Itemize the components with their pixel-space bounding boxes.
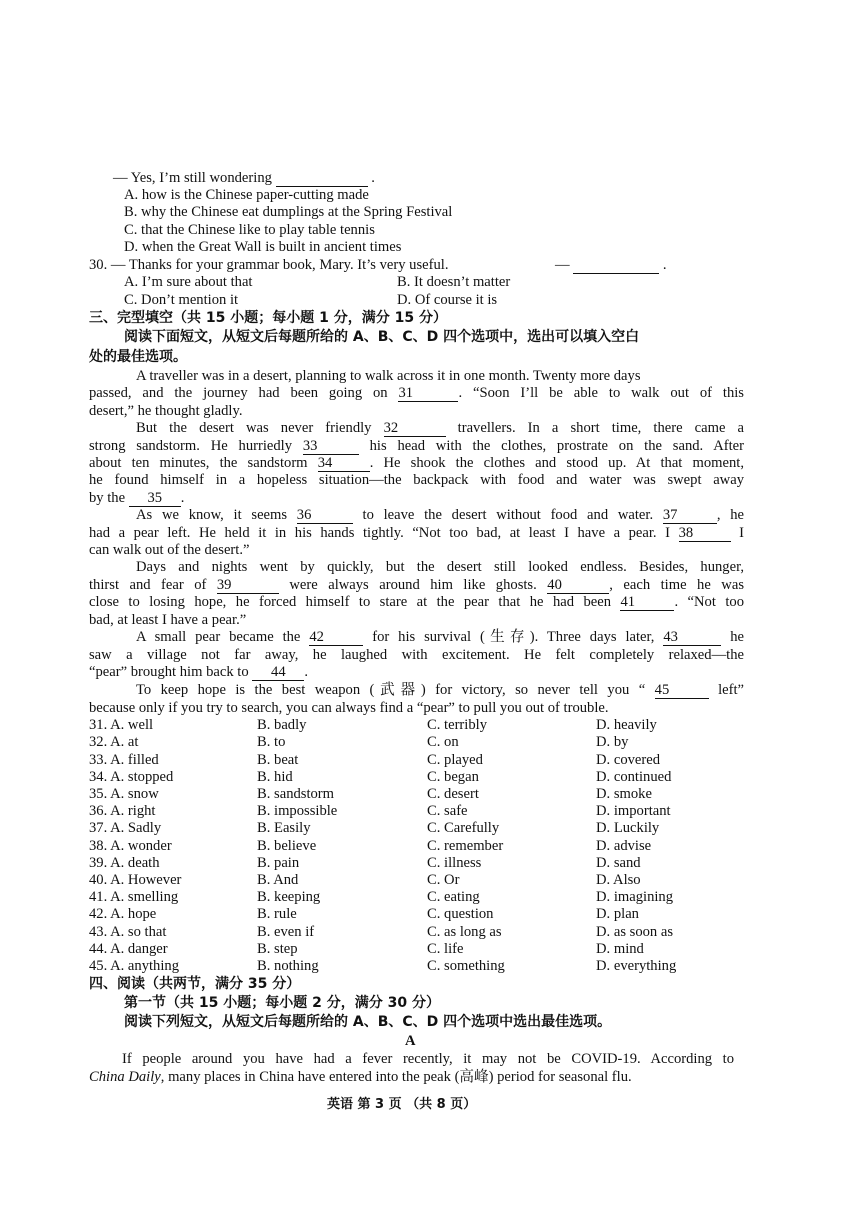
q30-reply: — . xyxy=(555,257,667,273)
choice-32-c: C. on xyxy=(427,734,459,750)
choice-39-a: 39. A. death xyxy=(89,855,160,871)
cloze-blank-31: 31 xyxy=(398,386,458,402)
choice-42-c: C. question xyxy=(427,906,494,922)
choice-38-d: D. advise xyxy=(596,838,652,854)
section-3-instruction-cont: 处的最佳选项。 xyxy=(89,349,187,365)
choice-31-a: 31. A. well xyxy=(89,717,154,733)
passage-line: “pear” brought him back to 44 . xyxy=(89,664,308,680)
choice-33-d: D. covered xyxy=(596,752,661,768)
cloze-blank-35: 35 xyxy=(129,491,181,507)
cloze-blank-39: 39 xyxy=(217,578,279,594)
passage-line: because only if you try to search, you can always find a “pear” to pull you out of trouble. xyxy=(89,700,609,716)
choice-43-b: B. even if xyxy=(257,924,315,940)
cloze-blank-34: 34 xyxy=(318,456,370,472)
choice-39-d: D. sand xyxy=(596,855,641,871)
answer-blank xyxy=(276,171,368,187)
choice-44-b: B. step xyxy=(257,941,298,957)
passage-line: thirst and fear of 39 were always around him like ghosts. 40 , each time he was xyxy=(89,577,745,593)
choice-39-b: B. pain xyxy=(257,855,300,871)
choice-34-c: C. began xyxy=(427,769,479,785)
q30-dialog: 30. — Thanks for your grammar book, Mary. It’s very useful. xyxy=(89,257,449,273)
passage-line: can walk out of the desert.” xyxy=(89,542,250,558)
choice-43-c: C. as long as xyxy=(427,924,502,940)
choice-45-c: C. something xyxy=(427,958,505,974)
choice-45-a: 45. A. anything xyxy=(89,958,179,974)
passage-line: But the desert was never friendly 32 travellers. In a short time, there came a xyxy=(136,420,744,436)
choice-35-b: B. sandstorm xyxy=(257,786,335,802)
q30-option-a: A. I’m sure about that xyxy=(124,274,253,290)
passage-line: saw a village not far away, he laughed with excitement. He felt completely relaxed—the xyxy=(89,647,744,663)
choice-37-a: 37. A. Sadly xyxy=(89,820,162,836)
page-footer: 英语 第 3 页 （共 8 页） xyxy=(327,1097,477,1112)
section-4-instruction: 阅读下列短文，从短文后每题所给的 A、B、C、D 四个选项中选出最佳选项。 xyxy=(124,1014,612,1030)
choice-37-b: B. Easily xyxy=(257,820,311,836)
passage-line: he found himself in a hopeless situation—the backpack with food and water was swept away xyxy=(89,472,744,488)
choice-35-d: D. smoke xyxy=(596,786,652,802)
choice-41-b: B. keeping xyxy=(257,889,321,905)
choice-35-a: 35. A. snow xyxy=(89,786,159,802)
passage-label: A xyxy=(405,1033,416,1049)
choice-45-b: B. nothing xyxy=(257,958,319,974)
q29-dialog: — Yes, I’m still wondering . xyxy=(113,170,375,186)
cloze-blank-32: 32 xyxy=(384,421,446,437)
passage-line: bad, at least I have a pear.” xyxy=(89,612,247,628)
passage-line: A small pear became the 42 for his survival (生存). Three days later, 43 he xyxy=(136,629,745,645)
q29-option-a: A. how is the Chinese paper-cutting made xyxy=(124,187,369,203)
choice-31-c: C. terribly xyxy=(427,717,487,733)
choice-38-a: 38. A. wonder xyxy=(89,838,172,854)
choice-32-d: D. by xyxy=(596,734,629,750)
choice-41-a: 41. A. smelling xyxy=(89,889,179,905)
cloze-blank-33: 33 xyxy=(303,439,359,455)
q29-option-b: B. why the Chinese eat dumplings at the Spring Festival xyxy=(124,204,453,220)
choice-44-a: 44. A. danger xyxy=(89,941,168,957)
choice-37-c: C. Carefully xyxy=(427,820,500,836)
passage-line: desert,” he thought gladly. xyxy=(89,403,243,419)
choice-32-b: B. to xyxy=(257,734,286,750)
cloze-blank-45: 45 xyxy=(655,683,709,699)
choice-40-b: B. And xyxy=(257,872,299,888)
cloze-blank-42: 42 xyxy=(309,630,363,646)
choice-34-d: D. continued xyxy=(596,769,672,785)
q29-option-d: D. when the Great Wall is built in ancient times xyxy=(124,239,402,255)
passage-line: by the 35 . xyxy=(89,490,185,506)
choice-35-c: C. desert xyxy=(427,786,479,802)
newspaper-name: China Daily xyxy=(89,1069,161,1085)
choice-43-a: 43. A. so that xyxy=(89,924,167,940)
choice-31-d: D. heavily xyxy=(596,717,657,733)
passage-line: passed, and the journey had been going on 31 . “Soon I’ll be able to walk out of this xyxy=(89,385,744,401)
choice-36-c: C. safe xyxy=(427,803,468,819)
cloze-blank-38: 38 xyxy=(679,526,731,542)
choice-33-a: 33. A. filled xyxy=(89,752,159,768)
choice-43-d: D. as soon as xyxy=(596,924,674,940)
cloze-blank-37: 37 xyxy=(663,508,717,524)
passage-line: A traveller was in a desert, planning to walk across it in one month. Twenty more days xyxy=(136,368,641,384)
choice-38-c: C. remember xyxy=(427,838,504,854)
q30-option-b: B. It doesn’t matter xyxy=(397,274,511,290)
section-3-heading: 三、完型填空（共 15 小题；每小题 1 分，满分 15 分） xyxy=(89,310,447,326)
choice-31-b: B. badly xyxy=(257,717,307,733)
choice-32-a: 32. A. at xyxy=(89,734,139,750)
choice-36-d: D. important xyxy=(596,803,671,819)
choice-34-b: B. hid xyxy=(257,769,293,785)
choice-36-a: 36. A. right xyxy=(89,803,156,819)
section-4-part-1-heading: 第一节（共 15 小题；每小题 2 分，满分 30 分） xyxy=(124,995,440,1011)
passage-line: Days and nights went by quickly, but the desert still looked endless. Besides, hunger, xyxy=(136,559,744,575)
choice-41-d: D. imagining xyxy=(596,889,674,905)
choice-34-a: 34. A. stopped xyxy=(89,769,174,785)
choice-33-b: B. beat xyxy=(257,752,299,768)
choice-37-d: D. Luckily xyxy=(596,820,660,836)
choice-44-c: C. life xyxy=(427,941,464,957)
choice-42-a: 42. A. hope xyxy=(89,906,157,922)
choice-40-a: 40. A. However xyxy=(89,872,182,888)
choice-40-d: D. Also xyxy=(596,872,641,888)
cloze-blank-41: 41 xyxy=(620,595,674,611)
choice-45-d: D. everything xyxy=(596,958,677,974)
choice-38-b: B. believe xyxy=(257,838,317,854)
passage-line: about ten minutes, the sandstorm 34 . He shook the clothes and stood up. At that moment, xyxy=(89,455,744,471)
q30-option-d: D. Of course it is xyxy=(397,292,498,308)
answer-blank xyxy=(573,258,659,274)
choice-42-b: B. rule xyxy=(257,906,297,922)
choice-41-c: C. eating xyxy=(427,889,480,905)
section-4-heading: 四、阅读（共两节，满分 35 分） xyxy=(89,976,301,992)
passage-line: strong sandstorm. He hurriedly 33 his head with the clothes, prostrate on the sand. After xyxy=(89,438,744,454)
cloze-blank-36: 36 xyxy=(297,508,353,524)
passage-line: had a pear left. He held it in his hands tightly. “Not too bad, at least I have a pear. I 38 I xyxy=(89,525,744,541)
cloze-blank-40: 40 xyxy=(547,578,609,594)
q29-option-c: C. that the Chinese like to play table tennis xyxy=(124,222,375,238)
passage-line: close to losing hope, he forced himself to stare at the pear that he had been 41 . “Not too xyxy=(89,594,744,610)
cloze-blank-43: 43 xyxy=(663,630,721,646)
choice-44-d: D. mind xyxy=(596,941,644,957)
passage-line: As we know, it seems 36 to leave the desert without food and water. 37 , he xyxy=(136,507,744,523)
q30-option-c: C. Don’t mention it xyxy=(124,292,239,308)
choice-39-c: C. illness xyxy=(427,855,482,871)
section-3-instruction: 阅读下面短文，从短文后每题所给的 A、B、C、D 四个选项中，选出可以填入空白 xyxy=(124,329,640,345)
choice-36-b: B. impossible xyxy=(257,803,338,819)
cloze-blank-44: 44 xyxy=(252,665,304,681)
reading-passage-line: China Daily, many places in China have entered into the peak (高峰) period for seasonal flu. xyxy=(89,1069,632,1085)
passage-line: To keep hope is the best weapon (武器) for victory, so never tell you “ 45 left” xyxy=(136,682,745,698)
reading-passage-line: If people around you have had a fever recently, it may not be COVID-19. According to xyxy=(122,1051,734,1067)
choice-33-c: C. played xyxy=(427,752,483,768)
choice-40-c: C. Or xyxy=(427,872,460,888)
choice-42-d: D. plan xyxy=(596,906,639,922)
